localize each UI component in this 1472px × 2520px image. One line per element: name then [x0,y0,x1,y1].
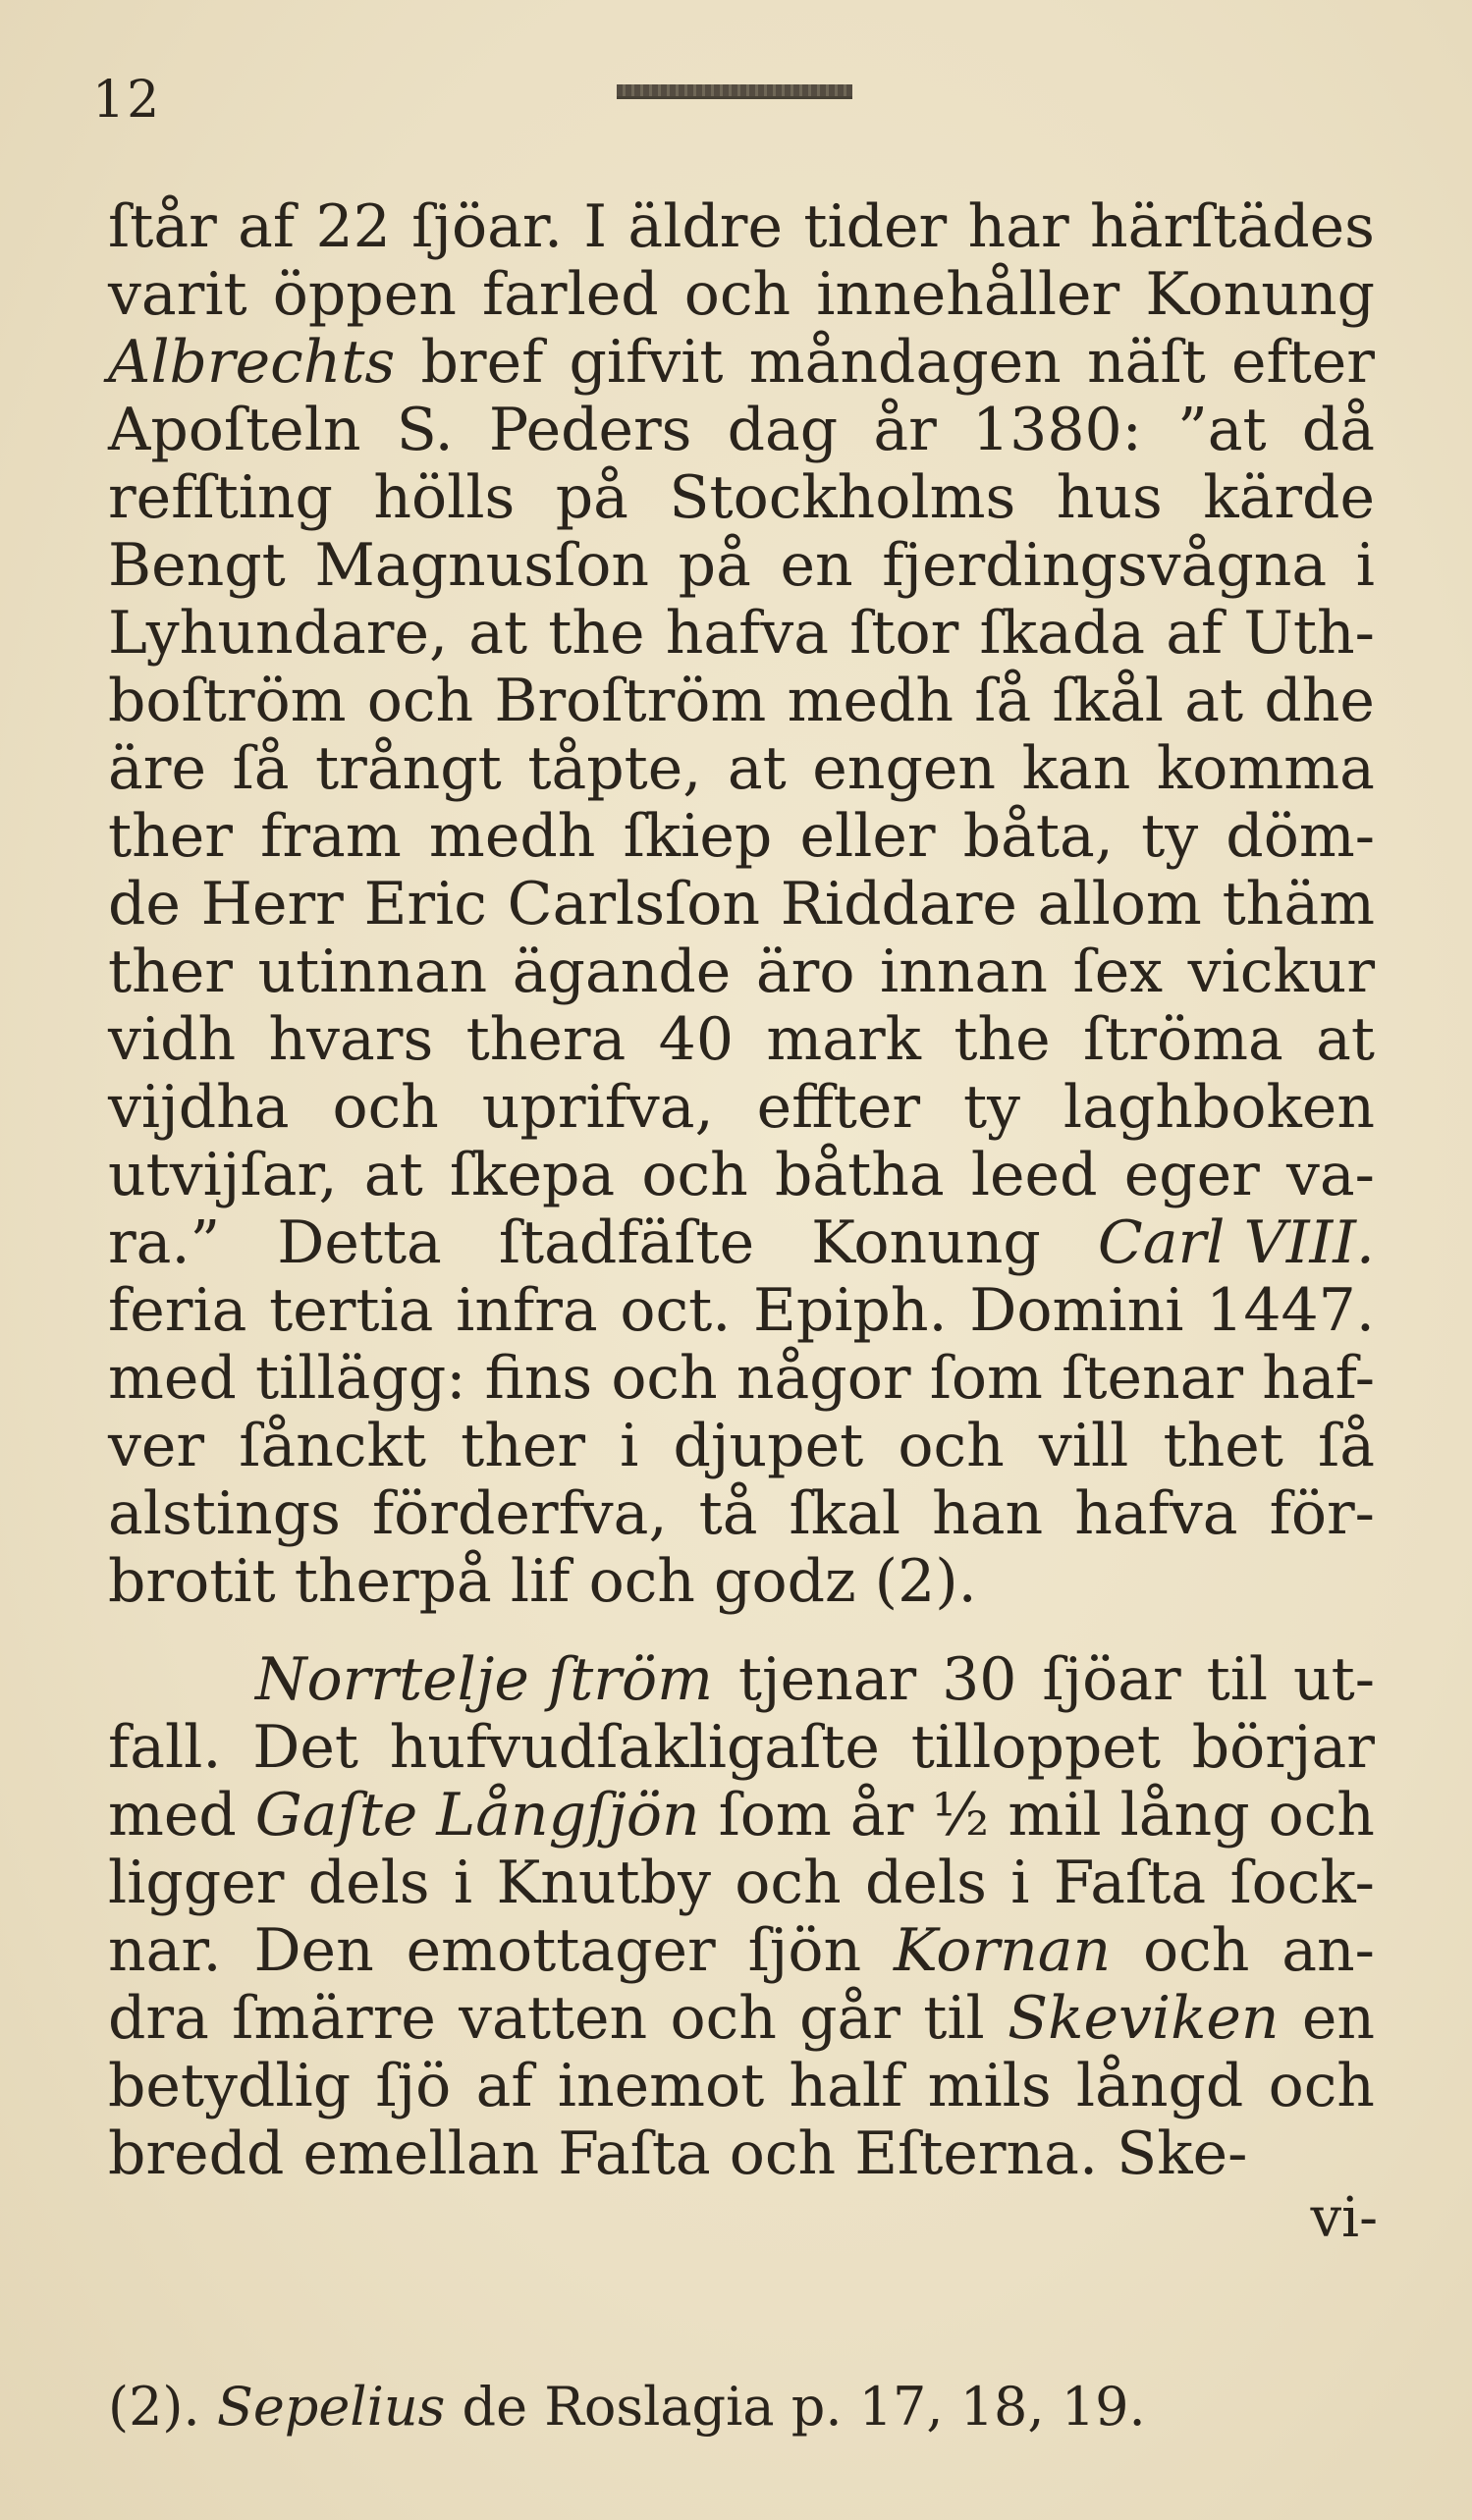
word: har [967,192,1069,261]
word: at [727,734,787,803]
word: thäm [1222,870,1375,938]
word: godz [714,1547,856,1616]
text-line [108,397,1375,464]
word: och [735,1849,842,1917]
word: Broſtröm [494,667,767,735]
footnote-marker: (2). [108,2376,200,2438]
word: 1447. [1206,1276,1375,1345]
word: bref [420,328,544,397]
word: tillägg: [255,1344,466,1413]
word: Carlsſon [507,870,760,938]
word: Knutby [496,1849,711,1917]
word: Faſta [558,2119,711,2188]
word: ſjöar [1042,1645,1181,1714]
word: hufvudſakligaſte [389,1713,880,1782]
word: går [799,1984,900,2053]
word: och [332,1073,439,1142]
word: af [475,2052,533,2120]
word: til [1206,1645,1269,1714]
word: fjerdingsvågna [882,531,1328,600]
word: och [588,1547,695,1616]
word: och [641,1141,748,1209]
word: innan [880,938,1048,1006]
text-line [108,1548,1375,1616]
text-line [108,1714,1375,1782]
word: hölls [373,463,516,532]
word: at [363,1141,423,1209]
word: och [1268,2052,1375,2120]
word: Domini [969,1276,1184,1345]
text-line [108,1006,1375,1074]
word: då [1301,396,1375,464]
word: ſom [718,1781,832,1850]
word: the [954,1005,1051,1074]
word: ſtadfäſte [498,1208,755,1277]
text-line [108,735,1375,803]
word: ty [962,1073,1020,1142]
text-line [108,532,1375,600]
word: bredd [108,2119,285,2188]
word: ſtor [849,599,959,668]
word: tertia [269,1276,434,1345]
footnote-author: Sepelius [216,2376,446,2438]
word: en [780,531,853,600]
word: ther [108,802,233,871]
word: ty [1141,802,1199,871]
word: hafva [665,599,830,668]
word: kärde [1203,463,1375,532]
word: Den [253,1916,374,1985]
word: allom [1037,870,1202,938]
word: vidh [108,1005,237,1074]
word: börjar [1191,1713,1375,1782]
word: therpå [294,1547,492,1616]
word: tjenar [737,1645,917,1714]
word: ther [108,938,233,1006]
word: utinnan [257,938,488,1006]
word: vatten [459,1984,648,2053]
text-line [108,871,1375,938]
word: Epiph. [753,1276,948,1345]
word: Gaſte Långſjön [254,1781,700,1850]
word: trångt [315,734,502,803]
word: betydlig [108,2052,352,2120]
word: fins [484,1344,593,1413]
word: 30 [942,1645,1017,1714]
word: dels [864,1849,987,1917]
word: ſex [1072,938,1164,1006]
word: thera [465,1005,627,1074]
word: ”at [1177,396,1267,464]
word: långd [1075,2052,1244,2120]
word: ra.” [108,1208,221,1277]
word: oct. [620,1276,732,1345]
text-line [108,1209,1375,1277]
word: haf- [1262,1344,1375,1413]
word: ſå [974,667,1032,735]
word: engen [812,734,997,803]
text-line [108,2053,1375,2120]
word: uprifva, [481,1073,714,1142]
word: ägande [512,938,732,1006]
word: och [611,1344,718,1413]
paragraph-1 [108,193,1375,1616]
word: va- [1286,1141,1375,1209]
word: ligger [108,1849,285,1917]
word: någor [736,1344,911,1413]
text-line [108,1074,1375,1142]
paragraph-2 [108,1646,1375,2188]
word: infra [456,1276,598,1345]
word: Carl VIII. [1097,1208,1375,1277]
word: feria [108,1276,247,1345]
word: af [1166,599,1224,668]
word: at [468,599,528,668]
word: at [1184,667,1244,735]
word: komma [1156,734,1375,803]
word: och [670,1984,777,2053]
word: mark [766,1005,922,1074]
word: ſjön [747,1916,862,1985]
word: lång [1119,1781,1250,1850]
word: härſtädes [1090,192,1375,261]
word: och [1268,1781,1375,1850]
footnote [108,2376,1146,2438]
word: döm- [1226,802,1375,871]
word: Skeviken [1008,1984,1280,2053]
text-line [108,1277,1375,1345]
text-line [108,1917,1375,1985]
header-ornament-rule [617,84,852,99]
word: ſjöar. [411,192,564,261]
word: at [1316,1005,1375,1074]
word: eger [1123,1141,1260,1209]
word: nar. [108,1916,222,1985]
word: Uth- [1243,599,1375,668]
word: Konung [1145,260,1375,329]
word: vickur [1187,938,1375,1006]
word: mils [927,2052,1052,2120]
word: hus [1056,463,1163,532]
word: Kornan [894,1916,1112,1985]
word: medh [428,802,596,871]
text-line [108,803,1375,871]
word: mil [1008,1781,1102,1850]
word: til [923,1984,985,2053]
text-line [108,1142,1375,1209]
word: eller [799,802,936,871]
word: äro [755,938,855,1006]
word: emellan [302,2119,540,2188]
word: Riddare [780,870,1017,938]
word: i [453,1849,473,1917]
word: i [1010,1849,1030,1917]
word: Lyhundare, [108,599,449,668]
word: båtha [774,1141,945,1209]
word: och [729,2119,837,2188]
catchword: vi- [1310,2186,1378,2250]
word: dag [727,396,839,464]
word: Norrtelje ſtröm [255,1645,713,1714]
word: ver [108,1412,205,1480]
text-line [108,668,1375,735]
word: af [238,192,296,261]
word: Faſta [1053,1849,1207,1917]
text-line [108,1782,1375,1850]
word: half [789,2052,903,2120]
text-line [108,938,1375,1006]
word: äre [108,734,206,803]
word: ſock- [1229,1849,1375,1917]
word: alstings [108,1479,341,1548]
word: och [1143,1916,1250,1985]
word: laghboken [1063,1073,1375,1142]
word: varit [108,260,247,329]
word: ſtröma [1082,1005,1283,1074]
word: Magnusſon [314,531,650,600]
word: medh [787,667,954,735]
word: inemot [557,2052,765,2120]
word: Stockholms [669,463,1016,532]
text-line [108,329,1375,397]
word: ſånckt [239,1412,426,1480]
word: Herr [200,870,344,938]
word: vijdha [108,1073,290,1142]
word: I [583,192,608,261]
word: Det [252,1713,358,1782]
word: dels [307,1849,430,1917]
word: fram [260,802,402,871]
word: Albrechts [108,328,396,397]
word: Eric [363,870,487,938]
word: dhe [1264,667,1375,735]
word: efter [1230,328,1375,397]
word: näſt [1087,328,1206,397]
word: med [108,1781,237,1850]
word: ſkål [1052,667,1164,735]
word: ſjö [375,2052,452,2120]
page-number: 12 [92,71,162,130]
word: Konung [811,1208,1041,1277]
word: år [873,396,937,464]
word: tåpte, [527,734,702,803]
word: dra [108,1984,209,2053]
word: farled [481,260,659,329]
word: ſkepa [449,1141,616,1209]
word: 22 [315,192,391,261]
word: ſom [929,1344,1043,1413]
word: the [548,599,645,668]
word: båta, [962,802,1114,871]
text-line [108,193,1375,261]
word: gifvit [569,328,724,397]
word: måndagen [748,328,1062,397]
text-line [108,261,1375,329]
text-line [108,1850,1375,1917]
word: Ske- [1117,2119,1248,2188]
word: ut- [1292,1645,1375,1714]
word: ſå [1317,1412,1375,1480]
word: boſtröm [108,667,347,735]
word: Detta [277,1208,442,1277]
word: öppen [272,260,457,329]
word: och [683,260,791,329]
word: ſmärre [232,1984,436,2053]
text-line [108,1646,1375,1714]
word: ſtenar [1062,1344,1244,1413]
word: (2). [874,1547,977,1616]
word: ſtår [108,192,217,261]
word: innehåller [816,260,1120,329]
word: i [620,1412,639,1480]
word: brotit [108,1547,276,1616]
word: de [108,870,181,938]
word: kan [1021,734,1131,803]
word: äldre [627,192,783,261]
word: förderfva, [371,1479,668,1548]
word: thet [1163,1412,1283,1480]
word: tilloppet [910,1713,1161,1782]
text-line [108,2120,1375,2188]
word: ſkada [979,599,1146,668]
word: ther [461,1412,586,1480]
word: ſå [232,734,290,803]
word: på [678,531,751,600]
word: leed [970,1141,1098,1209]
word: och [898,1412,1005,1480]
word: Apoſteln [108,396,361,464]
word: han [932,1479,1044,1548]
word: Bengt [108,531,286,600]
word: i [1355,531,1375,600]
word: Peders [488,396,692,464]
word: med [108,1344,237,1413]
word: hafva [1074,1479,1238,1548]
word: tå [698,1479,758,1548]
word: 40 [658,1005,734,1074]
word: emottager [406,1916,716,1985]
text-line [108,1413,1375,1480]
text-line [108,600,1375,668]
text-line [108,1345,1375,1413]
word: utvijſar, [108,1141,338,1209]
word: ſkal [789,1479,901,1548]
text-line [108,464,1375,532]
text-line [108,1480,1375,1548]
word: på [555,463,628,532]
word: an- [1281,1916,1375,1985]
word: ſkiep [623,802,773,871]
footnote-text: de Roslagia p. 17, 18, 19. [462,2376,1146,2438]
text-line [108,1985,1375,2053]
word: Eſterna. [854,2119,1099,2188]
word: och [366,667,474,735]
word: effter [756,1073,921,1142]
word: år [849,1781,914,1850]
word: djupet [673,1412,864,1480]
word: ½ [932,1781,990,1850]
word: fall. [108,1713,222,1782]
word: en [1301,1984,1375,2053]
word: hvars [268,1005,434,1074]
word: för- [1269,1479,1375,1548]
word: 1380: [971,396,1142,464]
word: tider [803,192,948,261]
word: S. [396,396,454,464]
word: vill [1038,1412,1129,1480]
word: refſting [108,463,333,532]
word: lif [510,1547,571,1616]
